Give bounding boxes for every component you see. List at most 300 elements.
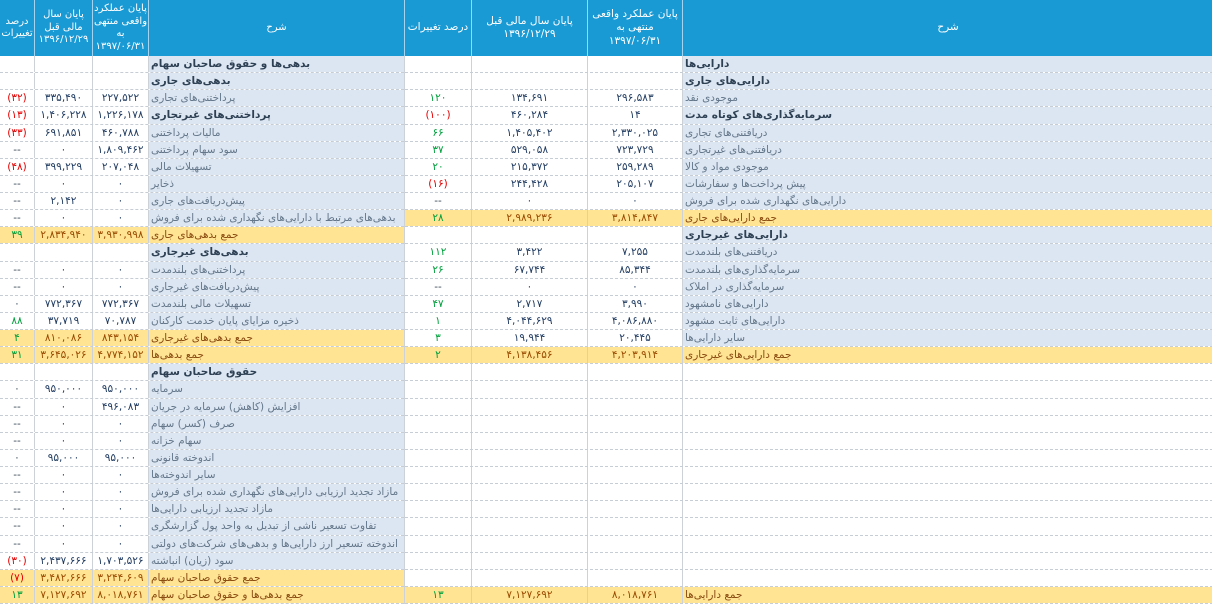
pct-change-cell: -- <box>0 262 34 278</box>
current-period-value-cell: ۳,۹۹۰ <box>587 296 682 312</box>
prev-year-value-cell: ۰ <box>471 193 587 209</box>
pct-change-cell: ۲ <box>405 347 471 363</box>
description-cell: جمع بدهی‌های غیرجاری <box>148 330 404 346</box>
description-cell: حقوق صاحبان سهام <box>148 364 404 380</box>
current-period-value-cell: ۴۶۰,۷۸۸ <box>92 125 148 141</box>
description-cell: دارایی‌ها <box>682 56 1212 72</box>
current-period-value-cell <box>587 553 682 569</box>
current-period-value-cell: ۳,۹۳۰,۹۹۸ <box>92 227 148 243</box>
description-cell <box>682 364 1212 380</box>
report-row <box>0 518 404 535</box>
description-cell: جمع حقوق صاحبان سهام <box>148 570 404 586</box>
prev-year-value-cell: ۰ <box>34 467 92 483</box>
description-cell <box>682 450 1212 466</box>
pct-change-cell: ۱۳ <box>405 587 471 603</box>
current-period-value-cell: ۴,۲۰۳,۹۱۴ <box>587 347 682 363</box>
report-row <box>0 193 404 210</box>
description-cell <box>682 484 1212 500</box>
description-cell <box>682 536 1212 552</box>
description-header <box>682 0 1212 56</box>
prev-year-value-cell: ۹۵,۰۰۰ <box>34 450 92 466</box>
pct-change-cell: (۱۶) <box>405 176 471 192</box>
prev-year-header-label: پایان سال مالی قبل <box>43 9 84 33</box>
current-period-value-cell: ۰ <box>92 193 148 209</box>
prev-year-value-cell: ۲۱۵,۳۷۲ <box>471 159 587 175</box>
prev-year-value-cell <box>471 484 587 500</box>
prev-year-value-cell: ۰ <box>34 210 92 226</box>
description-cell: دارایی‌های ثابت مشهود <box>682 313 1212 329</box>
pct-change-cell <box>405 536 471 552</box>
report-row <box>0 262 404 279</box>
description-cell: مالیات پرداختنی <box>148 125 404 141</box>
current-period-value-cell: ۱,۸۰۹,۴۶۲ <box>92 142 148 158</box>
prev-year-value-cell: ۴,۰۴۴,۶۲۹ <box>471 313 587 329</box>
description-cell: سایر دارایی‌ها <box>682 330 1212 346</box>
pct-change-cell: -- <box>0 176 34 192</box>
current-period-value-cell <box>587 381 682 397</box>
prev-year-value-cell <box>471 416 587 432</box>
report-row <box>0 587 404 604</box>
report-row <box>405 125 1212 142</box>
prev-year-value-cell: ۰ <box>471 279 587 295</box>
pct-change-cell: ۶۶ <box>405 125 471 141</box>
description-cell: سهام خزانه <box>148 433 404 449</box>
prev-year-value-cell: ۰ <box>34 433 92 449</box>
report-row <box>0 484 404 501</box>
current-period-value-cell: ۳,۲۴۴,۶۰۹ <box>92 570 148 586</box>
pct-change-header-label: درصد تغییرات <box>407 21 469 34</box>
current-period-value-cell: ۱,۷۰۳,۵۲۶ <box>92 553 148 569</box>
current-period-value-cell: ۷۰,۷۸۷ <box>92 313 148 329</box>
current-period-value-cell <box>587 73 682 89</box>
current-period-value-cell <box>587 570 682 586</box>
pct-change-cell <box>405 56 471 72</box>
current-period-value-cell: ۱۴ <box>587 107 682 123</box>
prev-year-value-cell: ۲,۸۳۴,۹۴۰ <box>34 227 92 243</box>
report-row <box>405 262 1212 279</box>
description-cell <box>682 518 1212 534</box>
current-period-value-cell <box>587 536 682 552</box>
prev-year-value-cell: ۲,۷۱۷ <box>471 296 587 312</box>
report-row <box>0 313 404 330</box>
current-period-value-cell <box>587 56 682 72</box>
description-cell: تسهیلات مالی بلندمدت <box>148 296 404 312</box>
prev-year-header <box>471 0 587 56</box>
prev-year-value-cell <box>34 364 92 380</box>
pct-change-cell: (۳۳) <box>0 125 34 141</box>
prev-year-value-cell: ۰ <box>34 518 92 534</box>
description-cell: پیش‌دریافت‌های جاری <box>148 193 404 209</box>
report-row <box>405 73 1212 90</box>
pct-change-cell: ۲۸ <box>405 210 471 226</box>
prev-year-header-label: پایان سال مالی قبل <box>486 14 573 27</box>
current-period-value-cell: ۰ <box>587 193 682 209</box>
current-period-value-cell: ۰ <box>587 279 682 295</box>
current-period-value-cell: ۷۷۲,۳۶۷ <box>92 296 148 312</box>
report-row <box>0 399 404 416</box>
description-cell: مازاد تجدید ارزیابی دارایی‌های نگهداری شده برای فروش <box>148 484 404 500</box>
prev-year-value-cell <box>471 501 587 517</box>
report-row <box>405 553 1212 570</box>
description-cell: سرمایه‌گذاری‌های کوتاه مدت <box>682 107 1212 123</box>
report-row <box>405 330 1212 347</box>
report-row <box>405 193 1212 210</box>
prev-year-value-cell: ۳۷,۷۱۹ <box>34 313 92 329</box>
current-period-value-cell: ۳,۸۱۴,۸۴۷ <box>587 210 682 226</box>
pct-change-cell: ۳۱ <box>0 347 34 363</box>
report-row <box>0 536 404 553</box>
pct-change-cell: -- <box>0 399 34 415</box>
current-period-header <box>587 0 682 56</box>
current-period-value-cell: ۱,۲۲۶,۱۷۸ <box>92 107 148 123</box>
report-row <box>405 364 1212 381</box>
pct-change-cell: -- <box>405 193 471 209</box>
prev-year-value-cell: ۰ <box>34 262 92 278</box>
pct-change-cell: -- <box>0 536 34 552</box>
pct-change-cell <box>405 399 471 415</box>
pct-change-cell: ۳ <box>405 330 471 346</box>
current-period-value-cell: ۸۴۳,۱۵۴ <box>92 330 148 346</box>
report-row <box>405 227 1212 244</box>
current-period-value-cell: ۲۰۵,۱۰۷ <box>587 176 682 192</box>
report-row <box>405 416 1212 433</box>
liabilities-equity-table <box>0 56 404 604</box>
description-cell: سود (زیان) انباشته <box>148 553 404 569</box>
report-row <box>0 227 404 244</box>
current-period-date: ۱۳۹۷/۰۶/۳۱ <box>608 34 662 47</box>
current-period-value-cell: ۰ <box>92 176 148 192</box>
description-cell: سرمایه <box>148 381 404 397</box>
pct-change-cell: ۸۸ <box>0 313 34 329</box>
report-row <box>405 587 1212 604</box>
current-period-value-cell: ۴,۰۸۶,۸۸۰ <box>587 313 682 329</box>
current-period-header <box>92 0 148 56</box>
description-cell: دارایی‌های غیرجاری <box>682 227 1212 243</box>
pct-change-cell: ۰ <box>0 450 34 466</box>
report-row <box>405 176 1212 193</box>
prev-year-value-cell <box>34 73 92 89</box>
report-row <box>0 433 404 450</box>
description-cell: بدهی‌های مرتبط با دارایی‌های نگهداری شده برای فروش <box>148 210 404 226</box>
description-cell: پرداختنی‌های غیرتجاری <box>148 107 404 123</box>
pct-change-cell <box>405 450 471 466</box>
assets-table <box>404 56 1212 604</box>
current-period-value-cell: ۲۰۷,۰۴۸ <box>92 159 148 175</box>
report-row <box>0 176 404 193</box>
description-cell: سود سهام پرداختنی <box>148 142 404 158</box>
current-period-value-cell: ۲۲۷,۵۲۲ <box>92 90 148 106</box>
description-cell <box>682 433 1212 449</box>
description-cell: بدهی‌ها و حقوق صاحبان سهام <box>148 56 404 72</box>
description-cell: بدهی‌های غیرجاری <box>148 244 404 260</box>
report-row <box>0 279 404 296</box>
current-period-value-cell <box>92 244 148 260</box>
report-row <box>0 107 404 124</box>
description-cell: افزایش (کاهش) سرمایه در جریان <box>148 399 404 415</box>
description-cell: ذخیره مزایای پایان خدمت کارکنان <box>148 313 404 329</box>
pct-change-cell <box>0 244 34 260</box>
current-period-value-cell: ۹۵۰,۰۰۰ <box>92 381 148 397</box>
report-row <box>405 159 1212 176</box>
pct-change-cell: ۴ <box>0 330 34 346</box>
prev-year-value-cell: ۸۱۰,۰۸۶ <box>34 330 92 346</box>
report-row <box>405 90 1212 107</box>
current-period-value-cell: ۰ <box>92 210 148 226</box>
pct-change-cell: -- <box>0 501 34 517</box>
pct-change-cell <box>405 416 471 432</box>
pct-change-cell: ۳۹ <box>0 227 34 243</box>
pct-change-cell: -- <box>0 484 34 500</box>
prev-year-value-cell: ۵۲۹,۰۵۸ <box>471 142 587 158</box>
report-row <box>405 279 1212 296</box>
pct-change-cell: (۱۰۰) <box>405 107 471 123</box>
report-row <box>0 553 404 570</box>
description-cell: جمع دارایی‌ها <box>682 587 1212 603</box>
report-row <box>0 381 404 398</box>
report-row <box>0 450 404 467</box>
pct-change-cell <box>0 364 34 380</box>
prev-year-value-cell <box>471 73 587 89</box>
pct-change-cell: -- <box>0 416 34 432</box>
assets-header-group <box>404 0 1212 56</box>
prev-year-value-cell <box>471 570 587 586</box>
description-cell: اندوخته قانونی <box>148 450 404 466</box>
description-cell <box>682 467 1212 483</box>
prev-year-value-cell: ۰ <box>34 279 92 295</box>
description-cell: موجودی مواد و کالا <box>682 159 1212 175</box>
report-row <box>405 484 1212 501</box>
prev-year-value-cell: ۰ <box>34 536 92 552</box>
description-cell <box>682 570 1212 586</box>
description-cell: جمع بدهی‌ها و حقوق صاحبان سهام <box>148 587 404 603</box>
report-row <box>405 536 1212 553</box>
pct-change-cell: (۱۳) <box>0 107 34 123</box>
description-cell: جمع بدهی‌ها <box>148 347 404 363</box>
description-cell: دریافتنی‌های غیرتجاری <box>682 142 1212 158</box>
pct-change-cell <box>405 484 471 500</box>
pct-change-header-label: درصد تغییرات <box>1 15 33 39</box>
description-header-label: شرح <box>266 21 287 33</box>
current-period-value-cell <box>587 501 682 517</box>
pct-change-cell <box>405 227 471 243</box>
report-row <box>0 416 404 433</box>
description-cell: دریافتنی‌های بلندمدت <box>682 244 1212 260</box>
description-cell: مازاد تجدید ارزیابی دارایی‌ها <box>148 501 404 517</box>
table-header <box>0 0 1212 56</box>
prev-year-value-cell: ۶۷,۷۴۴ <box>471 262 587 278</box>
pct-change-header <box>0 0 34 56</box>
description-cell: اندوخته تسعیر ارز دارایی‌ها و بدهی‌های شرکت‌های دولتی <box>148 536 404 552</box>
description-cell: جمع بدهی‌های جاری <box>148 227 404 243</box>
prev-year-header <box>34 0 92 56</box>
report-row <box>0 467 404 484</box>
report-row <box>0 142 404 159</box>
description-cell: ذخایر <box>148 176 404 192</box>
prev-year-value-cell <box>471 450 587 466</box>
current-period-date: ۱۳۹۷/۰۶/۳۱ <box>95 40 146 52</box>
current-period-header-label: پایان عملکرد واقعی منتهی به <box>93 3 148 39</box>
pct-change-cell <box>405 73 471 89</box>
report-row <box>405 518 1212 535</box>
current-period-value-cell: ۷,۲۵۵ <box>587 244 682 260</box>
pct-change-cell: (۳۲) <box>0 90 34 106</box>
pct-change-cell: -- <box>0 518 34 534</box>
current-period-value-cell: ۰ <box>92 484 148 500</box>
prev-year-value-cell: ۴,۱۳۸,۴۵۶ <box>471 347 587 363</box>
pct-change-cell: ۰ <box>0 381 34 397</box>
prev-year-value-cell: ۲,۹۸۹,۲۳۶ <box>471 210 587 226</box>
pct-change-cell: ۴۷ <box>405 296 471 312</box>
pct-change-cell: ۲۰ <box>405 159 471 175</box>
prev-year-value-cell: ۰ <box>34 416 92 432</box>
description-cell: دارایی‌های جاری <box>682 73 1212 89</box>
description-cell <box>682 381 1212 397</box>
pct-change-cell: ۱۱۲ <box>405 244 471 260</box>
current-period-value-cell <box>587 227 682 243</box>
report-row <box>405 467 1212 484</box>
description-cell: صرف (کسر) سهام <box>148 416 404 432</box>
description-cell: جمع دارایی‌های جاری <box>682 210 1212 226</box>
pct-change-cell <box>405 381 471 397</box>
description-cell: تفاوت تسعیر ناشی از تبدیل به واحد پول گزارشگری <box>148 518 404 534</box>
pct-change-cell <box>405 570 471 586</box>
pct-change-cell <box>405 501 471 517</box>
pct-change-cell <box>405 364 471 380</box>
current-period-value-cell: ۰ <box>92 416 148 432</box>
prev-year-value-cell <box>471 227 587 243</box>
current-period-header-label: پایان عملکرد واقعی منتهی به <box>592 8 678 34</box>
report-row <box>405 142 1212 159</box>
prev-year-value-cell: ۲,۴۳۷,۶۶۶ <box>34 553 92 569</box>
report-row <box>405 56 1212 73</box>
report-row <box>405 570 1212 587</box>
description-cell <box>682 501 1212 517</box>
current-period-value-cell: ۴,۷۷۴,۱۵۲ <box>92 347 148 363</box>
current-period-value-cell: ۰ <box>92 518 148 534</box>
pct-change-cell: ۳۷ <box>405 142 471 158</box>
pct-change-cell <box>405 467 471 483</box>
report-row <box>0 90 404 107</box>
prev-year-value-cell: ۷,۱۲۷,۶۹۲ <box>34 587 92 603</box>
description-cell: پرداختنی‌های بلندمدت <box>148 262 404 278</box>
description-cell: سرمایه‌گذاری در املاک <box>682 279 1212 295</box>
prev-year-value-cell: ۷,۱۲۷,۶۹۲ <box>471 587 587 603</box>
current-period-value-cell: ۸۵,۳۴۴ <box>587 262 682 278</box>
current-period-value-cell: ۸,۰۱۸,۷۶۱ <box>587 587 682 603</box>
current-period-value-cell <box>587 467 682 483</box>
pct-change-header <box>405 0 471 56</box>
description-cell: پیش‌دریافت‌های غیرجاری <box>148 279 404 295</box>
current-period-value-cell <box>587 518 682 534</box>
report-row <box>405 244 1212 261</box>
description-cell <box>682 416 1212 432</box>
current-period-value-cell: ۷۲۳,۷۲۹ <box>587 142 682 158</box>
description-header <box>148 0 404 56</box>
prev-year-value-cell <box>471 433 587 449</box>
prev-year-value-cell <box>471 399 587 415</box>
report-row <box>0 570 404 587</box>
report-row <box>0 501 404 518</box>
prev-year-value-cell <box>471 381 587 397</box>
prev-year-value-cell <box>34 56 92 72</box>
report-row <box>405 210 1212 227</box>
prev-year-value-cell <box>471 56 587 72</box>
description-cell: سرمایه‌گذاری‌های بلندمدت <box>682 262 1212 278</box>
current-period-value-cell: ۰ <box>92 467 148 483</box>
report-row <box>405 399 1212 416</box>
pct-change-cell: (۳۰) <box>0 553 34 569</box>
description-cell: تسهیلات مالی <box>148 159 404 175</box>
prev-year-value-cell: ۳,۴۸۲,۶۶۶ <box>34 570 92 586</box>
report-row <box>0 56 404 73</box>
description-cell <box>682 399 1212 415</box>
prev-year-value-cell <box>471 518 587 534</box>
pct-change-cell: -- <box>0 142 34 158</box>
description-cell: جمع دارایی‌های غیرجاری <box>682 347 1212 363</box>
prev-year-value-cell: ۱,۴۰۶,۲۲۸ <box>34 107 92 123</box>
current-period-value-cell <box>92 364 148 380</box>
current-period-value-cell: ۹۵,۰۰۰ <box>92 450 148 466</box>
pct-change-cell: -- <box>0 467 34 483</box>
current-period-value-cell: ۰ <box>92 433 148 449</box>
pct-change-cell <box>405 433 471 449</box>
pct-change-cell <box>405 518 471 534</box>
current-period-value-cell <box>92 56 148 72</box>
report-row <box>0 347 404 364</box>
report-row <box>0 330 404 347</box>
prev-year-value-cell <box>471 364 587 380</box>
current-period-value-cell <box>587 416 682 432</box>
pct-change-cell: -- <box>405 279 471 295</box>
report-row <box>405 107 1212 124</box>
current-period-value-cell <box>587 433 682 449</box>
report-row <box>405 313 1212 330</box>
current-period-value-cell: ۸,۰۱۸,۷۶۱ <box>92 587 148 603</box>
current-period-value-cell: ۲۹۶,۵۸۳ <box>587 90 682 106</box>
description-cell <box>682 553 1212 569</box>
report-row <box>0 210 404 227</box>
pct-change-cell: ۲۶ <box>405 262 471 278</box>
pct-change-cell <box>405 553 471 569</box>
current-period-value-cell: ۲,۳۳۰,۰۲۵ <box>587 125 682 141</box>
description-cell: دارایی‌های نگهداری شده برای فروش <box>682 193 1212 209</box>
report-row <box>0 159 404 176</box>
current-period-value-cell: ۰ <box>92 501 148 517</box>
prev-year-value-cell: ۳,۶۴۵,۰۲۶ <box>34 347 92 363</box>
prev-year-value-cell: ۴۶۰,۲۸۴ <box>471 107 587 123</box>
pct-change-cell: -- <box>0 210 34 226</box>
prev-year-value-cell <box>471 553 587 569</box>
prev-year-value-cell: ۰ <box>34 484 92 500</box>
prev-year-value-cell <box>471 536 587 552</box>
prev-year-value-cell: ۲,۱۴۲ <box>34 193 92 209</box>
prev-year-value-cell: ۰ <box>34 501 92 517</box>
pct-change-cell: ۱۲۰ <box>405 90 471 106</box>
description-cell: پیش پرداخت‌ها و سفارشات <box>682 176 1212 192</box>
report-row <box>405 501 1212 518</box>
prev-year-value-cell: ۰ <box>34 176 92 192</box>
report-row <box>0 73 404 90</box>
prev-year-value-cell: ۰ <box>34 142 92 158</box>
description-cell: دریافتنی‌های تجاری <box>682 125 1212 141</box>
prev-year-date: ۱۳۹۶/۱۲/۲۹ <box>503 28 556 40</box>
prev-year-date: ۱۳۹۶/۱۲/۲۹ <box>38 34 89 46</box>
current-period-value-cell <box>587 484 682 500</box>
current-period-value-cell: ۴۹۶,۰۸۳ <box>92 399 148 415</box>
current-period-value-cell: ۰ <box>92 279 148 295</box>
description-cell: دارایی‌های نامشهود <box>682 296 1212 312</box>
report-row <box>405 296 1212 313</box>
